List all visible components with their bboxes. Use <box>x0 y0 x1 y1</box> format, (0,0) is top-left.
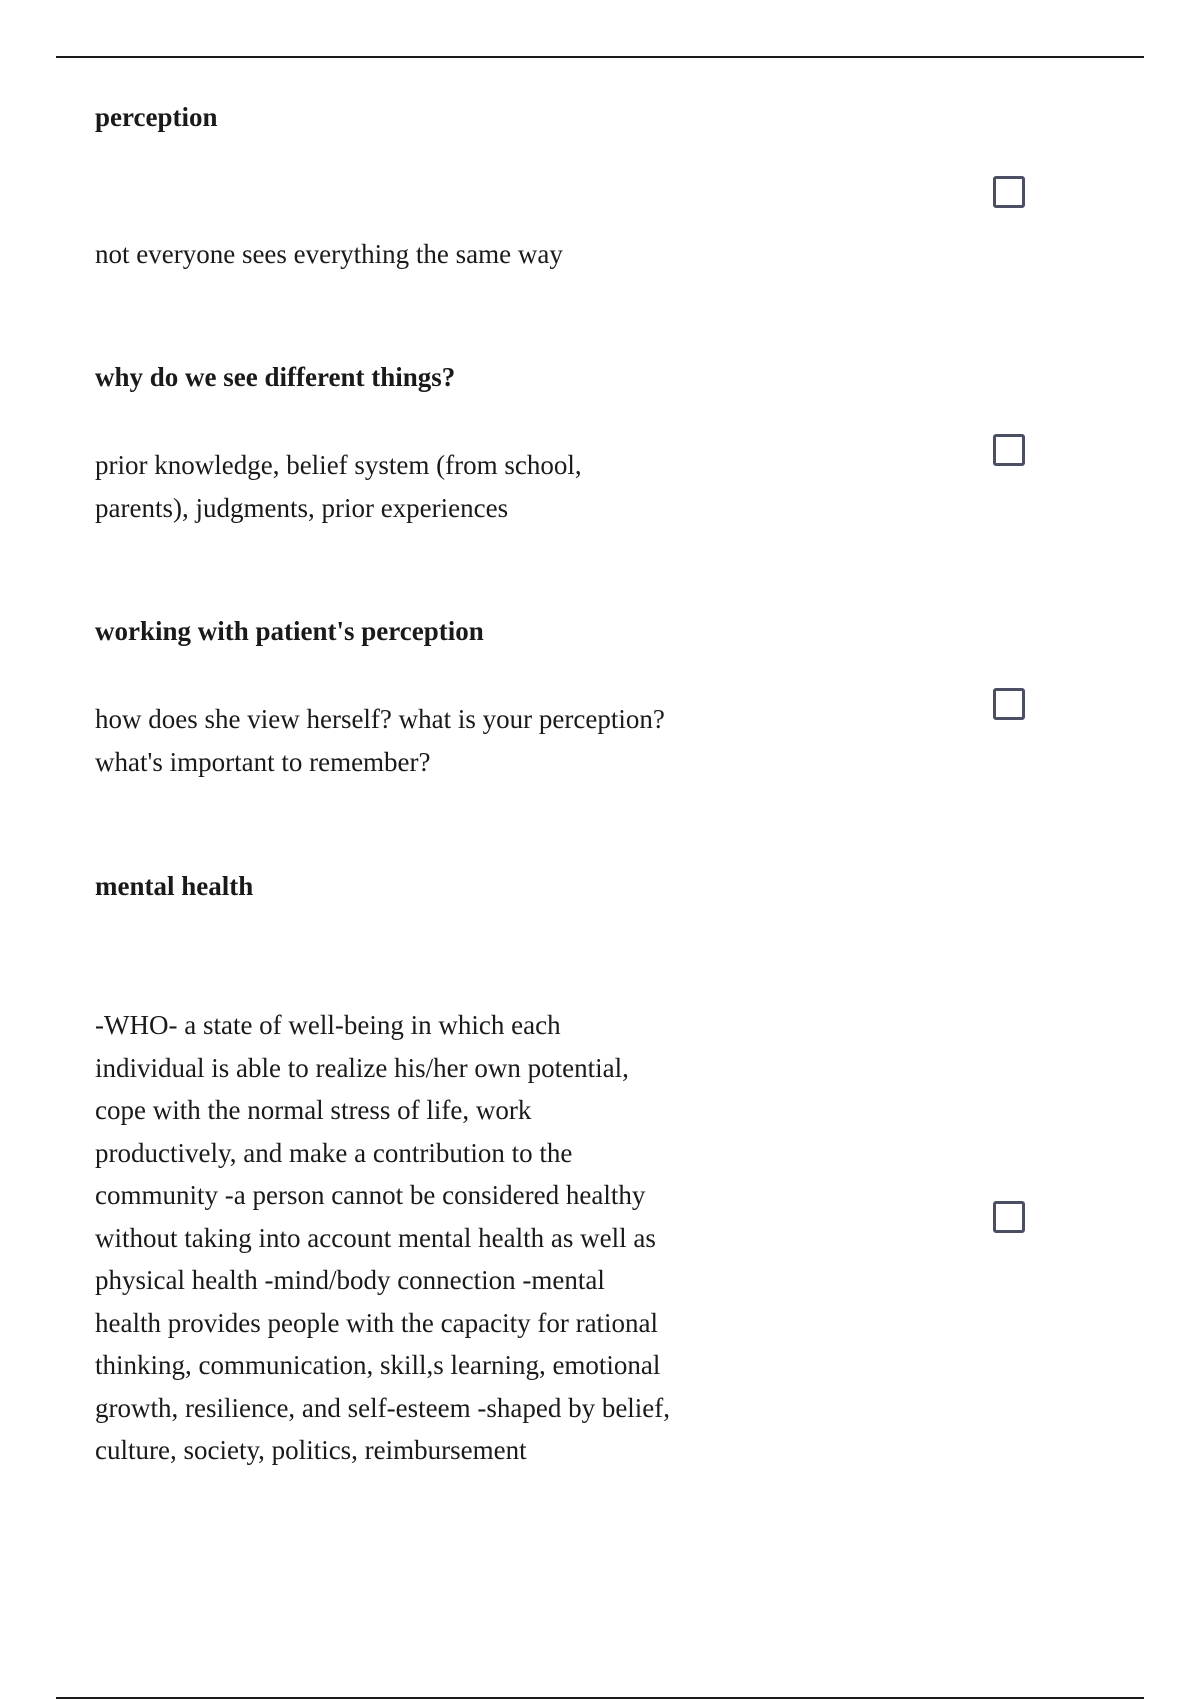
bottom-divider <box>56 1697 1144 1699</box>
card-term: mental health <box>95 871 254 901</box>
card-checkbox[interactable] <box>993 434 1025 466</box>
card-checkbox[interactable] <box>993 688 1025 720</box>
top-divider <box>56 56 1144 58</box>
card-term: why do we see different things? <box>95 362 456 392</box>
card-checkbox[interactable] <box>993 1201 1025 1233</box>
card-term: perception <box>95 102 218 132</box>
card-definition: how does she view herself? what is your perception? what's important to remember? <box>95 704 665 777</box>
card-definition: prior knowledge, belief system (from school, parents), judgments, prior experiences <box>95 450 582 523</box>
card-definition: not everyone sees everything the same way <box>95 239 563 269</box>
card-checkbox[interactable] <box>993 176 1025 208</box>
card-definition: -WHO- a state of well-being in which each individual is able to realize his/her own potential, cope with the normal stress of life, work productively, and make a contribution to the community -a person cannot be considered healthy without taking into account mental health as well as physical health -mind/body connection -mental health provides people with the capacity for rational thinking, communication, skill,s learning, emotional growth, resilience, and self-esteem -shaped by belief, culture, society, politics, reimbursement <box>95 1010 671 1465</box>
card-term: working with patient's perception <box>95 616 484 646</box>
